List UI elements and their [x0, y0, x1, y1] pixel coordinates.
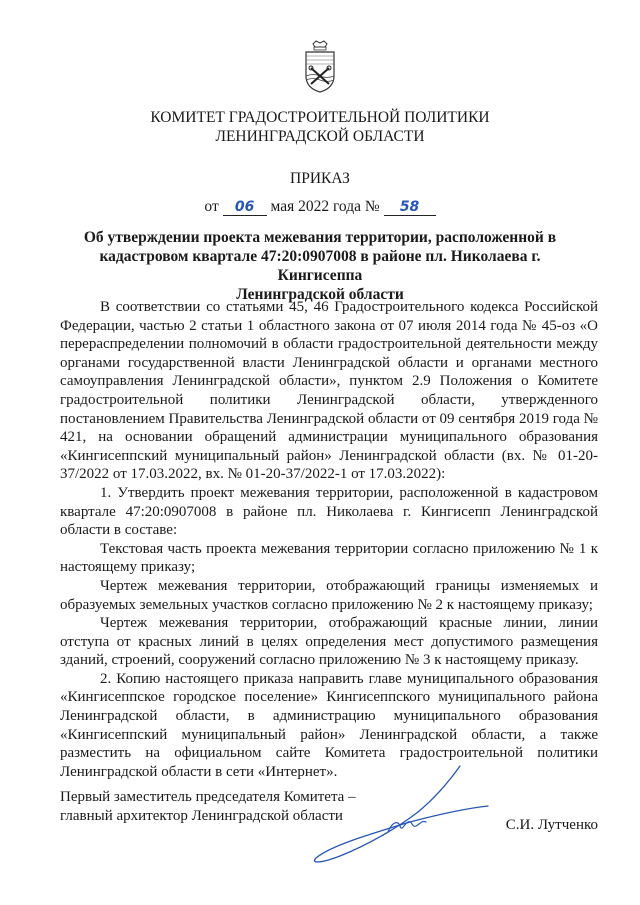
heading-line-1: Об утверждении проекта межевания территории, расположенной в	[83, 229, 557, 246]
position-line-1: Первый заместитель председателя Комитета –	[60, 789, 356, 805]
organization-name	[0, 108, 640, 146]
number-label: №	[364, 198, 380, 215]
date-prefix: от	[204, 198, 219, 215]
handwritten-signature	[300, 760, 490, 870]
coat-of-arms-emblem-icon	[303, 40, 337, 94]
heading-line-2: кадастровом квартале 47:20:0907008 в районе пл. Николаева г. Кингисеппа	[99, 248, 541, 284]
preamble-paragraph: В соответствии со статьями 45, 46 Градостроительного кодекса Российской Федерации, частью 2 статьи 1 областного закона от 07 июля 2014 года № 45-оз «О перераспределении полномочий в области градостроительной деятельности между органами государственной власти Ленинградской области и органами местного самоуправления Ленинградской области», пунктом 2.9 Положения о Комитете градостроительной политики Ленинградской области, утвержденного постановлением Правительства Ленинградской области от 09 сентября 2019 года № 421, на основании обращений администрации муниципального образования «Кингисеппский муниципальный район» Ленинградской области (вх. № 01-20-37/2022 от 17.03.2022, вх. № 01-20-37/2022-1 от 17.03.2022):	[60, 299, 598, 483]
position-line-2: главный архитектор Ленинградской области	[60, 808, 343, 824]
organization-line-2: ЛЕНИНГРАДСКОЙ ОБЛАСТИ	[215, 128, 425, 145]
organization-line-1: КОМИТЕТ ГРАДОСТРОИТЕЛЬНОЙ ПОЛИТИКИ	[150, 109, 490, 126]
date-day-handwritten: 06	[223, 199, 267, 216]
document-type: ПРИКАЗ	[290, 170, 350, 187]
item-1-drawing-red-lines: Чертеж межевания территории, отображающий красные линии, линии отступа от красных линий в целях определения мест допустимого размещения зданий, строений, сооружений согласно приложению № 3 к настоящему приказу.	[60, 615, 598, 669]
item-1-paragraph: 1. Утвердить проект межевания территории, расположенной в кадастровом квартале 47:20:0907008 в районе пл. Николаева г. Кингисепп Ленинградской области в составе:	[60, 484, 598, 539]
date-month-year: мая 2022 года	[270, 198, 362, 215]
heading-line-3: Ленинградской области	[236, 286, 404, 303]
item-2-paragraph: 2. Копию настоящего приказа направить главе муниципального образования «Кингисеппское городское поселение» Кингисеппского муниципального района Ленинградской области, в администрацию муниципального образования «Кингисеппский муниципальный район» Ленинградской области, а также разместить на официальном сайте Комитета градостроительной политики Ленинградской области в сети «Интернет».	[60, 670, 598, 780]
order-body	[60, 298, 598, 781]
order-date-number	[0, 198, 640, 216]
item-1-drawing-boundaries: Чертеж межевания территории, отображающий границы изменяемых и образуемых земельных участков согласно приложению № 2 к настоящему приказу;	[60, 577, 598, 613]
order-number-handwritten: 58	[384, 199, 436, 216]
order-heading	[60, 228, 580, 304]
signatory-name: С.И. Лутченко	[505, 817, 598, 833]
item-1-text-part: Текстовая часть проекта межевания территории согласно приложению № 1 к настоящему приказу;	[60, 540, 598, 576]
